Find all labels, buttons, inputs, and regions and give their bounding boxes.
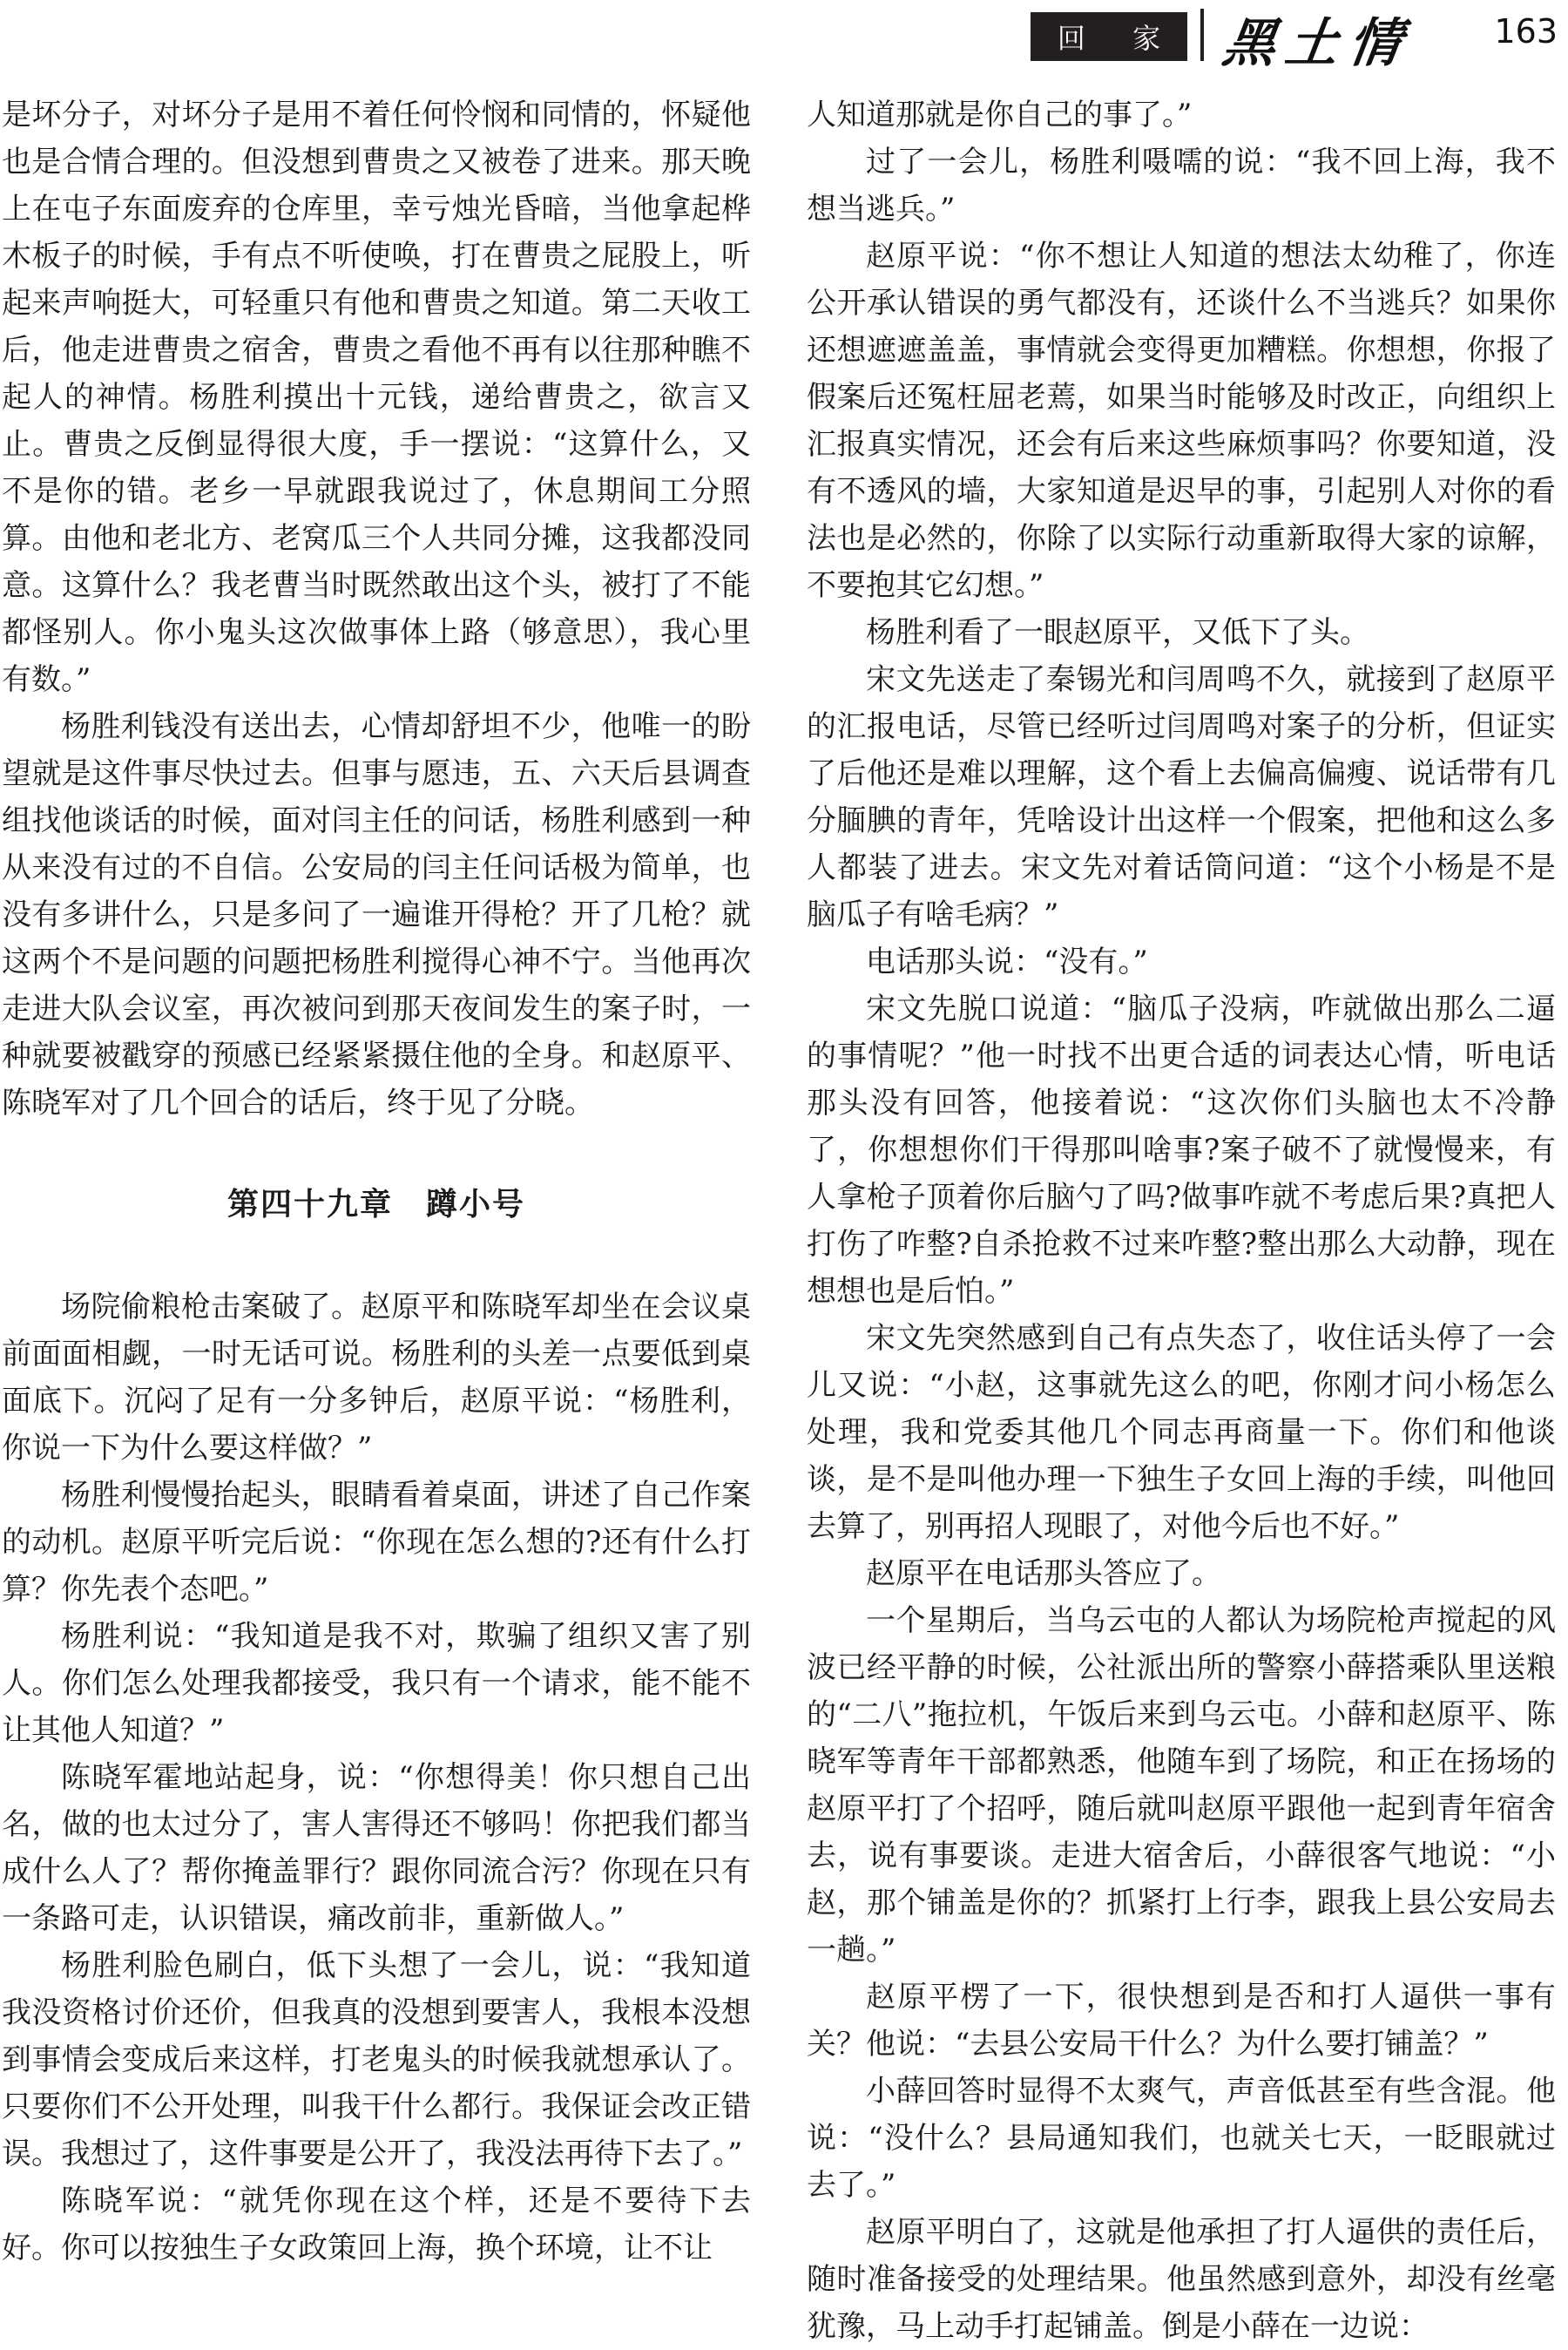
paragraph: 陈晓军说：“就凭你现在这个样，还是不要待下去好。你可以按独生子女政策回上海，换个环境，让不让 xyxy=(2,2184,751,2265)
paragraph: 杨胜利钱没有送出去，心情却舒坦不少，他唯一的盼望就是这件事尽快过去。但事与愿违，五、六天后县调查组找他谈话的时候，面对闫主任的问话，杨胜利感到一种从来没有过的不自信。公安局的闫主任问话极为简单，也没有多讲什么，只是多问了一遍谁开得枪？开了几枪？就这两个不是问题的问题把杨胜利搅得心神不宁。当他再次走进大队会议室，再次被问到那天夜间发生的案子时，一种就要被戳穿的预感已经紧紧摄住他的全身。和赵原平、陈晓军对了几个回合的话后，终于见了分晓。 xyxy=(2,709,751,1121)
paragraph: 杨胜利慢慢抬起头，眼睛看着桌面，讲述了自己作案的动机。赵原平听完后说：“你现在怎么想的?还有什么打算？你先表个态吧。” xyxy=(2,1478,751,1607)
chapter-title: 第四十九章 蹲小号 xyxy=(226,1187,525,1222)
page-header xyxy=(0,0,1568,74)
paragraph: 赵原平楞了一下，很快想到是否和打人逼供一事有关？他说：“去县公安局干什么？为什么要打铺盖？” xyxy=(807,1980,1556,2062)
paragraph: 杨胜利说：“我知道是我不对，欺骗了组织又害了别人。你们怎么处理我都接受，我只有一个请求，能不能不让其他人知道？” xyxy=(2,1619,751,1748)
paragraph: 过了一会儿，杨胜利嗫嚅的说：“我不回上海，我不想当逃兵。” xyxy=(807,145,1556,227)
paragraph: 宋文先脱口说道：“脑瓜子没病，咋就做出那么二逼的事情呢？”他一时找不出更合适的词表达心情，听电话那头没有回答，他接着说：“这次你们头脑也太不冷静了，你想想你们干得那叫啥事?案子破不了就慢慢来，有人拿枪子顶着你后脑勺了吗?做事咋就不考虑后果?真把人打伤了咋整?自杀抢救不过来咋整?整出那么大动静，现在想想也是后怕。” xyxy=(807,992,1556,1309)
paragraph: 是坏分子，对坏分子是用不着任何怜悯和同情的，怀疑他也是合情合理的。但没想到曹贵之又被卷了进来。那天晚上在屯子东面废弃的仓库里，幸亏烛光昏暗，当他拿起桦木板子的时候，手有点不听使唤，打在曹贵之屁股上，听起来声响挺大，可轻重只有他和曹贵之知道。第二天收工后，他走进曹贵之宿舍，曹贵之看他不再有以往那种瞧不起人的神情。杨胜利摸出十元钱，递给曹贵之，欲言又止。曹贵之反倒显得很大度，手一摆说：“这算什么，又不是你的错。老乡一早就跟我说过了，休息期间工分照算。由他和老北方、老窝瓜三个人共同分摊，这我都没同意。这算什么？我老曹当时既然敢出这个头，被打了不能都怪别人。你小鬼头这次做事体上路（够意思），我心里有数。” xyxy=(2,98,751,697)
paragraph: 人知道那就是你自己的事了。” xyxy=(807,98,1193,132)
right-column xyxy=(807,91,1556,2350)
paragraph: 赵原平说：“你不想让人知道的想法太幼稚了，你连公开承认错误的勇气都没有，还谈什么不当逃兵？如果你还想遮遮盖盖，事情就会变得更加糟糕。你想想，你报了假案后还冤枉屈老蔫，如果当时能够及时改正，向组织上汇报真实情况，还会有后来这些麻烦事吗？你要知道，没有不透风的墙，大家知道是迟早的事，引起别人对你的看法也是必然的，你除了以实际行动重新取得大家的谅解，不要抱其它幻想。” xyxy=(807,239,1556,603)
page-number: 163 xyxy=(1494,12,1558,51)
paragraph: 杨胜利看了一眼赵原平，又低下了头。 xyxy=(866,615,1369,650)
paragraph: 赵原平在电话那头答应了。 xyxy=(866,1556,1221,1591)
paragraph: 宋文先突然感到自己有点失态了，收住话头停了一会儿又说：“小赵，这事就先这么的吧，你刚才问小杨怎么处理，我和党委其他几个同志再商量一下。你们和他谈谈，是不是叫他办理一下独生子女回上海的手续，叫他回去算了，别再招人现眼了，对他今后也不好。” xyxy=(807,1321,1556,1544)
paragraph: 场院偷粮枪击案破了。赵原平和陈晓军却坐在会议桌前面面相觑，一时无话可说。杨胜利的头差一点要低到桌面底下。沉闷了足有一分多钟后，赵原平说：“杨胜利，你说一下为什么要这样做？” xyxy=(2,1290,751,1466)
header-divider xyxy=(1200,9,1204,61)
section-label: 回 家 xyxy=(1031,12,1187,61)
paragraph: 陈晓军霍地站起身，说：“你想得美！你只想自己出名，做的也太过分了，害人害得还不够吗！你把我们都当成什么人了？帮你掩盖罪行？跟你同流合污？你现在只有一条路可走，认识错误，痛改前非，重新做人。” xyxy=(2,1760,751,1936)
paragraph: 一个星期后，当乌云屯的人都认为场院枪声搅起的风波已经平静的时候，公社派出所的警察小薛搭乘队里送粮的“二八”拖拉机，午饭后来到乌云屯。小薛和赵原平、陈晓军等青年干部都熟悉，他随车到了场院，和正在扬场的赵原平打了个招呼，随后就叫赵原平跟他一起到青年宿舍去，说有事要谈。走进大宿舍后，小薛很客气地说：“小赵，那个铺盖是你的？抓紧打上行李，跟我上县公安局去一趟。” xyxy=(807,1603,1556,1967)
paragraph: 赵原平明白了，这就是他承担了打人逼供的责任后，随时准备接受的处理结果。他虽然感到意外，却没有丝毫犹豫，马上动手打起铺盖。倒是小薛在一边说： xyxy=(807,2215,1556,2344)
paragraph: 小薛回答时显得不太爽气，声音低甚至有些含混。他说：“没什么？县局通知我们，也就关七天，一眨眼就过去了。” xyxy=(807,2074,1556,2203)
paragraph: 宋文先送走了秦锡光和闫周鸣不久，就接到了赵原平的汇报电话，尽管已经听过闫周鸣对案子的分析，但证实了后他还是难以理解，这个看上去偏高偏瘦、说话带有几分腼腆的青年，凭啥设计出这样一个假案，把他和这么多人都装了进去。宋文先对着话筒问道：“这个小杨是不是脑瓜子有啥毛病？” xyxy=(807,662,1556,932)
paragraph: 杨胜利脸色刷白，低下头想了一会儿，说：“我知道我没资格讨价还价，但我真的没想到要害人，我根本没想到事情会变成后来这样，打老鬼头的时候我就想承认了。只要你们不公开处理，叫我干什么都行。我保证会改正错误。我想过了，这件事要是公开了，我没法再待下去了。” xyxy=(2,1948,751,2171)
paragraph: 电话那头说：“没有。” xyxy=(866,945,1148,979)
left-column xyxy=(2,91,751,2272)
magazine-logo: 黑土情 xyxy=(1219,13,1416,74)
